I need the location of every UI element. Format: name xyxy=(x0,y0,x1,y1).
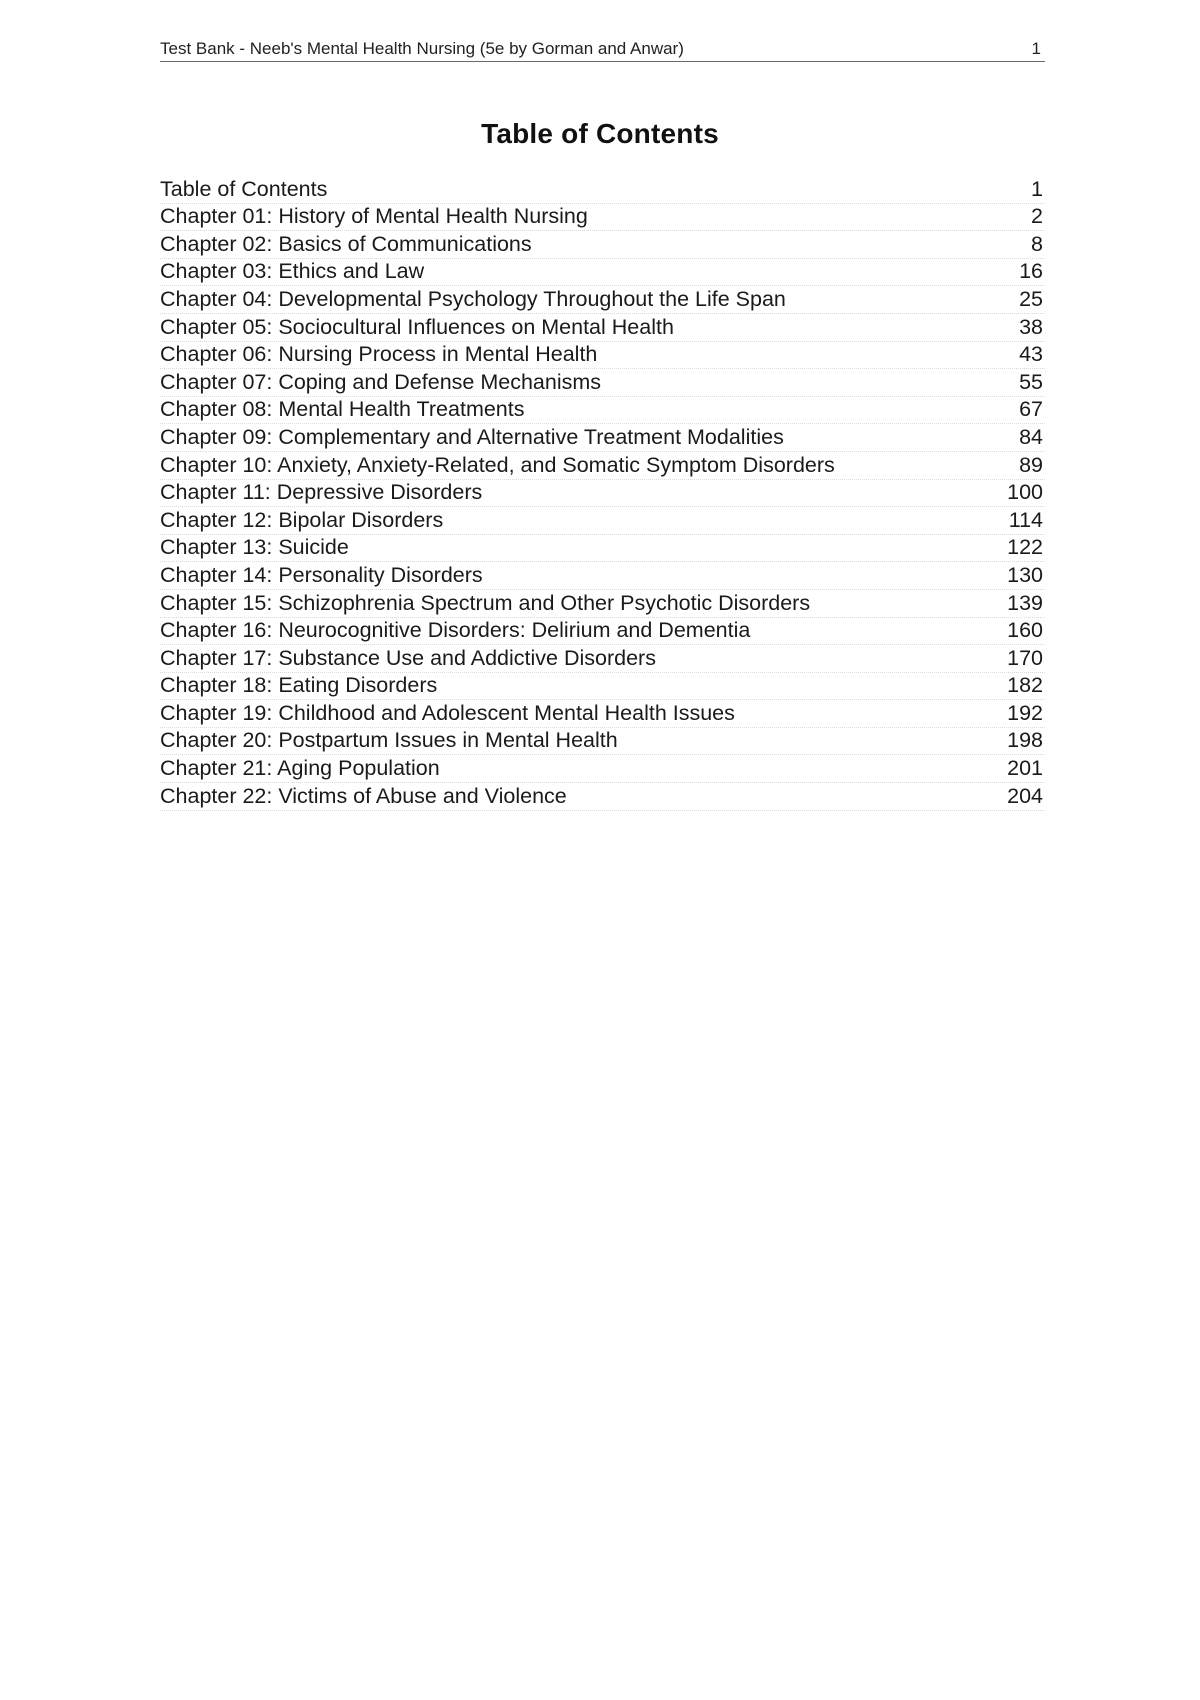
toc-entry[interactable] xyxy=(160,342,1045,370)
toc-entry[interactable] xyxy=(160,369,1045,397)
toc-entry-label[interactable]: Chapter 11: Depressive Disorders xyxy=(160,480,483,505)
toc-entry-page: 8 xyxy=(1031,231,1043,256)
toc-entry[interactable] xyxy=(160,645,1045,673)
toc-entry-label[interactable]: Chapter 06: Nursing Process in Mental Health xyxy=(160,342,598,367)
toc-entry-page: 198 xyxy=(1007,728,1043,753)
toc-entry-page: 130 xyxy=(1007,562,1043,587)
toc-entry-label[interactable]: Chapter 12: Bipolar Disorders xyxy=(160,507,444,532)
toc-entry-label[interactable]: Chapter 09: Complementary and Alternative Treatment Modalities xyxy=(160,424,784,449)
toc-entry-page: 160 xyxy=(1007,618,1043,643)
running-header-title: Test Bank - Neeb's Mental Health Nursing (5e by Gorman and Anwar) xyxy=(160,39,684,58)
toc-entry[interactable] xyxy=(160,783,1045,811)
toc-entry-label[interactable]: Chapter 20: Postpartum Issues in Mental Health xyxy=(160,728,618,753)
toc-entry-label[interactable]: Chapter 13: Suicide xyxy=(160,535,349,560)
toc-entry-page: 55 xyxy=(1019,369,1043,394)
toc-entry[interactable] xyxy=(160,397,1045,425)
toc-entry[interactable] xyxy=(160,231,1045,259)
toc-entry-page: 89 xyxy=(1019,452,1043,477)
toc-entry-page: 182 xyxy=(1007,673,1043,698)
toc-entry-page: 43 xyxy=(1019,342,1043,367)
toc-entry-page: 25 xyxy=(1019,286,1043,311)
running-header xyxy=(160,38,1045,62)
toc-entry[interactable] xyxy=(160,673,1045,701)
toc-entry-page: 192 xyxy=(1007,700,1043,725)
toc-entry-label[interactable]: Chapter 03: Ethics and Law xyxy=(160,259,425,284)
toc-entry-page: 170 xyxy=(1007,645,1043,670)
toc-entry-page: 114 xyxy=(1008,507,1043,532)
toc-entry[interactable] xyxy=(160,314,1045,342)
toc-entry[interactable] xyxy=(160,618,1045,646)
toc-entry[interactable] xyxy=(160,535,1045,563)
toc-entry-label[interactable]: Table of Contents xyxy=(160,176,328,201)
toc-entry-page: 2 xyxy=(1031,204,1043,229)
toc-entry-page: 122 xyxy=(1007,535,1043,560)
toc-entry-label[interactable]: Chapter 18: Eating Disorders xyxy=(160,673,438,698)
toc-entry[interactable] xyxy=(160,204,1045,232)
toc-entry-label[interactable]: Chapter 19: Childhood and Adolescent Mental Health Issues xyxy=(160,700,735,725)
toc-entry-label[interactable]: Chapter 16: Neurocognitive Disorders: Delirium and Dementia xyxy=(160,618,751,643)
toc-entry[interactable] xyxy=(160,286,1045,314)
toc-entry-page: 204 xyxy=(1007,783,1043,808)
toc-entry-label[interactable]: Chapter 07: Coping and Defense Mechanisms xyxy=(160,369,602,394)
toc-entry[interactable] xyxy=(160,700,1045,728)
toc-entry-label[interactable]: Chapter 22: Victims of Abuse and Violence xyxy=(160,783,567,808)
toc-entry[interactable] xyxy=(160,507,1045,535)
toc-entry[interactable] xyxy=(160,176,1045,204)
toc-entry[interactable] xyxy=(160,562,1045,590)
toc-entry-label[interactable]: Chapter 02: Basics of Communications xyxy=(160,231,532,256)
toc-heading: Table of Contents xyxy=(481,118,719,149)
toc-entry[interactable] xyxy=(160,480,1045,508)
toc-entry-label[interactable]: Chapter 17: Substance Use and Addictive Disorders xyxy=(160,645,656,670)
toc-entry[interactable] xyxy=(160,728,1045,756)
toc-entry[interactable] xyxy=(160,424,1045,452)
toc-entry[interactable] xyxy=(160,590,1045,618)
toc-entry-label[interactable]: Chapter 21: Aging Population xyxy=(160,756,440,781)
toc-entry-page: 84 xyxy=(1019,424,1043,449)
toc-entry-page: 67 xyxy=(1019,397,1043,422)
toc-entry[interactable] xyxy=(160,755,1045,783)
toc-entry-label[interactable]: Chapter 01: History of Mental Health Nursing xyxy=(160,204,588,229)
toc-entry-page: 16 xyxy=(1019,259,1043,284)
toc-entry-label[interactable]: Chapter 15: Schizophrenia Spectrum and Other Psychotic Disorders xyxy=(160,590,811,615)
toc-entry-label[interactable]: Chapter 10: Anxiety, Anxiety-Related, and Somatic Symptom Disorders xyxy=(160,452,835,477)
page-number: 1 xyxy=(1031,39,1041,58)
toc-entry-page: 201 xyxy=(1007,756,1043,781)
toc-entry[interactable] xyxy=(160,259,1045,287)
toc-entry-label[interactable]: Chapter 05: Sociocultural Influences on Mental Health xyxy=(160,314,674,339)
toc-entry-label[interactable]: Chapter 14: Personality Disorders xyxy=(160,562,483,587)
toc-entry-page: 139 xyxy=(1007,590,1043,615)
toc-entry-page: 1 xyxy=(1031,176,1043,201)
toc-entry-page: 38 xyxy=(1019,314,1043,339)
toc-entry[interactable] xyxy=(160,452,1045,480)
toc-list xyxy=(160,176,1045,811)
toc-entry-label[interactable]: Chapter 04: Developmental Psychology Throughout the Life Span xyxy=(160,286,786,311)
toc-entry-page: 100 xyxy=(1007,480,1043,505)
toc-entry-label[interactable]: Chapter 08: Mental Health Treatments xyxy=(160,397,525,422)
